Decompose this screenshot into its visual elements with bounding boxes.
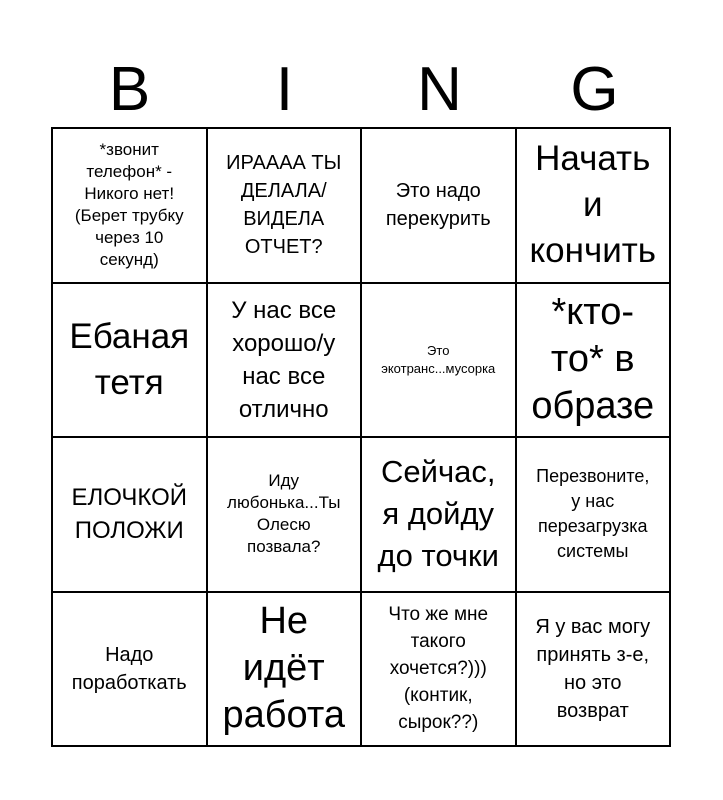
- bingo-cell-r1c1[interactable]: [53, 129, 208, 284]
- bingo-cell-r2c2[interactable]: [208, 284, 363, 439]
- bingo-cell-text: Надо поработкать: [71, 643, 187, 694]
- bingo-cell-r2c3[interactable]: [362, 284, 517, 439]
- bingo-cell-text: Не идёт работа: [222, 600, 345, 737]
- bingo-cell-text: ЕЛОЧКОЙ ПОЛОЖИ: [71, 484, 188, 545]
- bingo-cell-text: Это экотранс...мусорка: [381, 342, 496, 376]
- bingo-cell-r4c4[interactable]: [517, 593, 672, 748]
- bingo-cell-r1c3[interactable]: [362, 129, 517, 284]
- bingo-cell-text: Это надо перекурить: [385, 180, 491, 231]
- bingo-cell-text: Я у вас могу принять з-е, но это возврат: [535, 615, 651, 722]
- bingo-cell-text: Ебаная тетя: [69, 316, 190, 402]
- header-letter-b: B: [108, 55, 151, 124]
- bingo-cell-r3c1[interactable]: [53, 438, 208, 593]
- bingo-cell-text: Что же мне такого хочется?))) (контик, сырок??): [388, 604, 489, 734]
- bingo-cell-r4c2[interactable]: [208, 593, 363, 748]
- bingo-cell-text: *кто- то* в образе: [531, 291, 655, 428]
- bingo-cell-text: ИРАААА ТЫ ДЕЛАЛА/ ВИДЕЛА ОТЧЕТ?: [226, 152, 342, 259]
- bingo-cell-r4c1[interactable]: [53, 593, 208, 748]
- bingo-cell-text: У нас все хорошо/у нас все отлично: [231, 296, 337, 423]
- bingo-cell-r4c3[interactable]: [362, 593, 517, 748]
- bingo-cell-r3c3[interactable]: [362, 438, 517, 593]
- header-letter-g: G: [570, 55, 619, 124]
- bingo-cell-r2c4[interactable]: [517, 284, 672, 439]
- bingo-cell-text: *звонит телефон* - Никого нет! (Берет трубку через 10 секунд): [74, 140, 184, 270]
- bingo-cell-text: Перезвоните, у нас перезагрузка системы: [536, 466, 650, 562]
- bingo-cell-r1c4[interactable]: [517, 129, 672, 284]
- bingo-cell-text: Сейчас, я дойду до точки: [377, 454, 499, 574]
- header-letter-n: N: [417, 55, 462, 124]
- bingo-cell-r2c1[interactable]: [53, 284, 208, 439]
- bingo-header: [52, 55, 672, 125]
- bingo-cell-r3c4[interactable]: [517, 438, 672, 593]
- bingo-board: [51, 127, 671, 747]
- header-letter-i: I: [275, 55, 294, 124]
- bingo-cell-text: Иду любонька...Ты Олесю позвала?: [227, 471, 341, 557]
- bingo-cell-r1c2[interactable]: [208, 129, 363, 284]
- bingo-cell-text: Начать и кончить: [529, 139, 657, 271]
- bingo-cell-r3c2[interactable]: [208, 438, 363, 593]
